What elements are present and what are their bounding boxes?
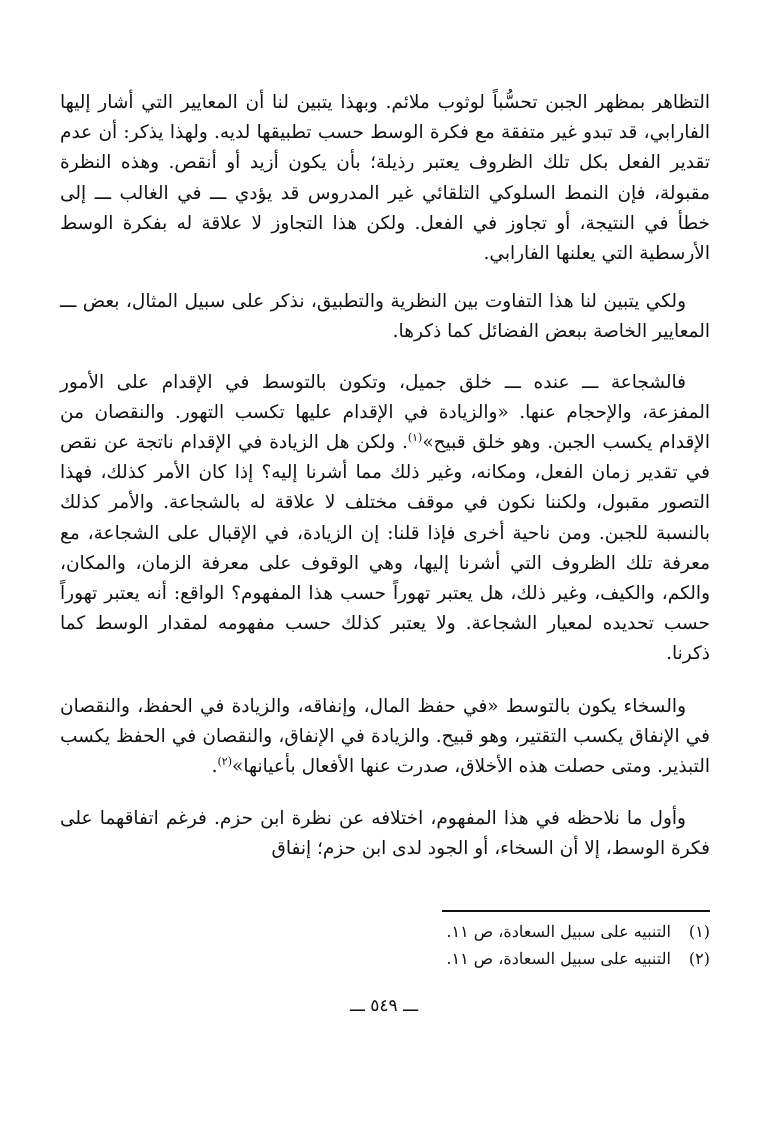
p1-line-2: إليها الفارابي، قد تبدو غير متفقة مع فكرة الوسط حسب تطبيقها لديه. ولهذا (60, 92, 710, 144)
footnote-separator (442, 910, 710, 912)
p1-line-6: لا علاقة له بفكرة الوسط الأرسطية التي يعلنها الفارابي. (60, 212, 710, 265)
p1-line-5: ـــ في الغالب ـــ إلى خطأ في النتيجة، أو تجاوز في الفعل. ولكن هذا التجاوز (60, 182, 710, 234)
p3-line-5: كذلك، فهذا التصور مقبول، ولكننا نكون في موقف مختلف لا علاقة له (60, 462, 710, 514)
footnote-2 (60, 945, 710, 972)
p3-line-1: فالشجاعة ـــ عنده ـــ خلق جميل، وتكون بالتوسط في الإقدام على الأمور (60, 371, 686, 393)
p1-line-4: أنقص. وهذه النظرة مقبولة، فإن النمط السلوكي التلقائي غير المدروس قد يؤدي (60, 152, 710, 204)
footnotes (60, 918, 710, 972)
p4-line-4-cont: . (211, 756, 218, 778)
p4-line-1: والسخاء يكون بالتوسط «في حفظ المال، وإنفاقه، والزيادة في الحفظ، (137, 695, 686, 717)
p3-line-6: بالشجاعة. والأمر كذلك بالنسبة للجبن. ومن ناحية أخرى فإذا قلنا: إن الزيادة، (60, 492, 710, 544)
p3-line-2: المفزعة، والإحجام عنها. «والزيادة في الإقدام عليها تكسب التهور. والنقصان من (60, 401, 710, 423)
paragraph-2 (60, 287, 710, 347)
p3-line-8: على معرفة الزمان، والمكان، والكم، والكيف، وغير ذلك، هل يعتبر تهوراً حسب (60, 552, 710, 605)
paragraph-1 (60, 88, 710, 269)
p3-line-9: هذا المفهوم؟ الواقع: أنه يعتبر تهوراً حسب تحديده لمعيار الشجاعة. ولا يعتبر (60, 583, 710, 635)
footnote-2-text: التنبيه على سبيل السعادة، ص ١١. (446, 949, 671, 968)
p1-line-3: يذكر: أن عدم تقدير الفعل بكل تلك الظروف يعتبر رذيلة؛ بأن يكون أزيد أو (60, 122, 711, 174)
footnote-1-text: التنبيه على سبيل السعادة، ص ١١. (446, 922, 671, 941)
paragraph-5 (60, 804, 710, 864)
paragraph-3 (60, 368, 710, 670)
paragraph-4 (60, 692, 710, 783)
footnote-ref-1[interactable]: (١) (407, 430, 423, 444)
footnote-2-number: (٢) (688, 949, 710, 968)
page-body (60, 88, 710, 865)
p3-line-3-cont: . ولكن هل الزيادة في الإقدام ناتجة (135, 432, 408, 454)
p2-line-1: ولكي يتبين لنا هذا التفاوت بين النظرية والتطبيق، نذكر على سبيل المثال، (125, 291, 687, 313)
p3-line-7: في الإقبال على الشجاعة، مع معرفة تلك الظروف التي أشرنا إليها، وهي الوقوف (60, 522, 710, 574)
page-number: ـــ ٥٤٩ ـــ (349, 996, 419, 1016)
p5-line-2: اتفاقهما على فكرة الوسط، إلا أن السخاء، أو الجود لدى ابن حزم؛ إنفاق (60, 808, 710, 860)
footnote-1-number: (١) (688, 922, 710, 941)
footnote-ref-2[interactable]: (٢) (217, 754, 232, 768)
p3-line-10: كذلك حسب مفهومه لمقدار الوسط كما ذكرنا. (60, 613, 710, 665)
p4-line-4: بأعيانها» (232, 756, 296, 778)
footnote-1 (60, 918, 710, 945)
p4-line-2: والنقصان في الإنفاق يكسب التقتير، وهو قبيح. والزيادة في الإنفاق، والنقصان (60, 695, 710, 747)
p4-line-3: في الحفظ يكسب التبذير. ومتى حصلت هذه الأخلاق، صدرت عنها الأفعال (60, 725, 710, 778)
p1-line-1: التظاهر بمظهر الجبن تحسُّباً لوثوب ملائم. وبهذا يتبين لنا أن المعايير التي أشار (98, 92, 710, 113)
p3-line-4: عن نقص في تقدير زمان الفعل، ومكانه، وغير ذلك مما أشرنا إليه؟ إذا كان الأمر (60, 432, 710, 484)
p3-line-3: الإقدام يكسب الجبن. وهو خلق قبيح» (422, 432, 710, 454)
p5-line-1: وأول ما نلاحظه في هذا المفهوم، اختلافه عن نظرة ابن حزم. فرغم (165, 808, 686, 830)
p2-line-2: بعض ـــ المعايير الخاصة ببعض الفضائل كما ذكرها. (60, 291, 710, 343)
